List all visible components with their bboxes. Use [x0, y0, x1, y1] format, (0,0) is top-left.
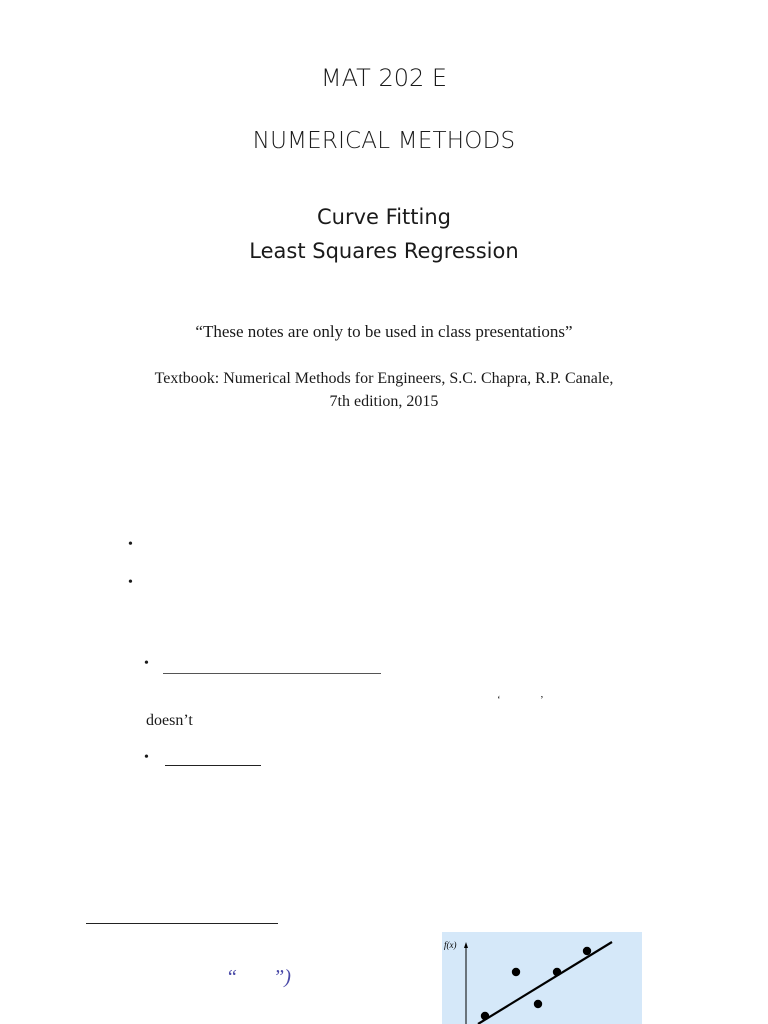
quote-marks: [226, 966, 291, 989]
regression-figure-svg: [442, 932, 642, 1024]
bullet-marker: •: [128, 537, 133, 552]
textbook-reference-line-2: 7th edition, 2015: [329, 393, 439, 410]
data-point: [534, 1000, 542, 1008]
textbook-reference-line-1: Textbook: Numerical Methods for Engineers, S.C. Chapra, R.P. Canale,: [154, 370, 614, 387]
small-open-quote: ‘: [497, 694, 501, 706]
blank-underline: [165, 765, 261, 766]
blank-underline: [163, 673, 381, 674]
regression-figure: [442, 932, 642, 1024]
regression-line: [478, 942, 612, 1024]
bullet-marker: •: [128, 575, 133, 590]
small-close-quote: ’: [540, 694, 544, 706]
data-point: [583, 947, 591, 955]
data-point: [512, 968, 520, 976]
course-code: MAT 202 E: [320, 64, 448, 92]
data-point: [481, 1012, 489, 1020]
data-point: [553, 968, 561, 976]
topic-title-line-2: Least Squares Regression: [249, 239, 519, 263]
fx-axis-label: f(x): [444, 940, 457, 950]
topic-title-line-1: Curve Fitting: [317, 205, 451, 229]
y-axis-arrow: [464, 942, 468, 948]
footnote-rule: [86, 923, 278, 924]
course-name: NUMERICAL METHODS: [252, 128, 516, 154]
text-doesnt: doesn’t: [146, 712, 193, 729]
open-quote: “: [226, 966, 238, 988]
usage-notice: “These notes are only to be used in class presentations”: [195, 322, 573, 341]
close-quote-paren: ”): [273, 966, 291, 988]
bullet-marker: •: [144, 750, 149, 765]
bullet-marker: •: [144, 656, 149, 671]
